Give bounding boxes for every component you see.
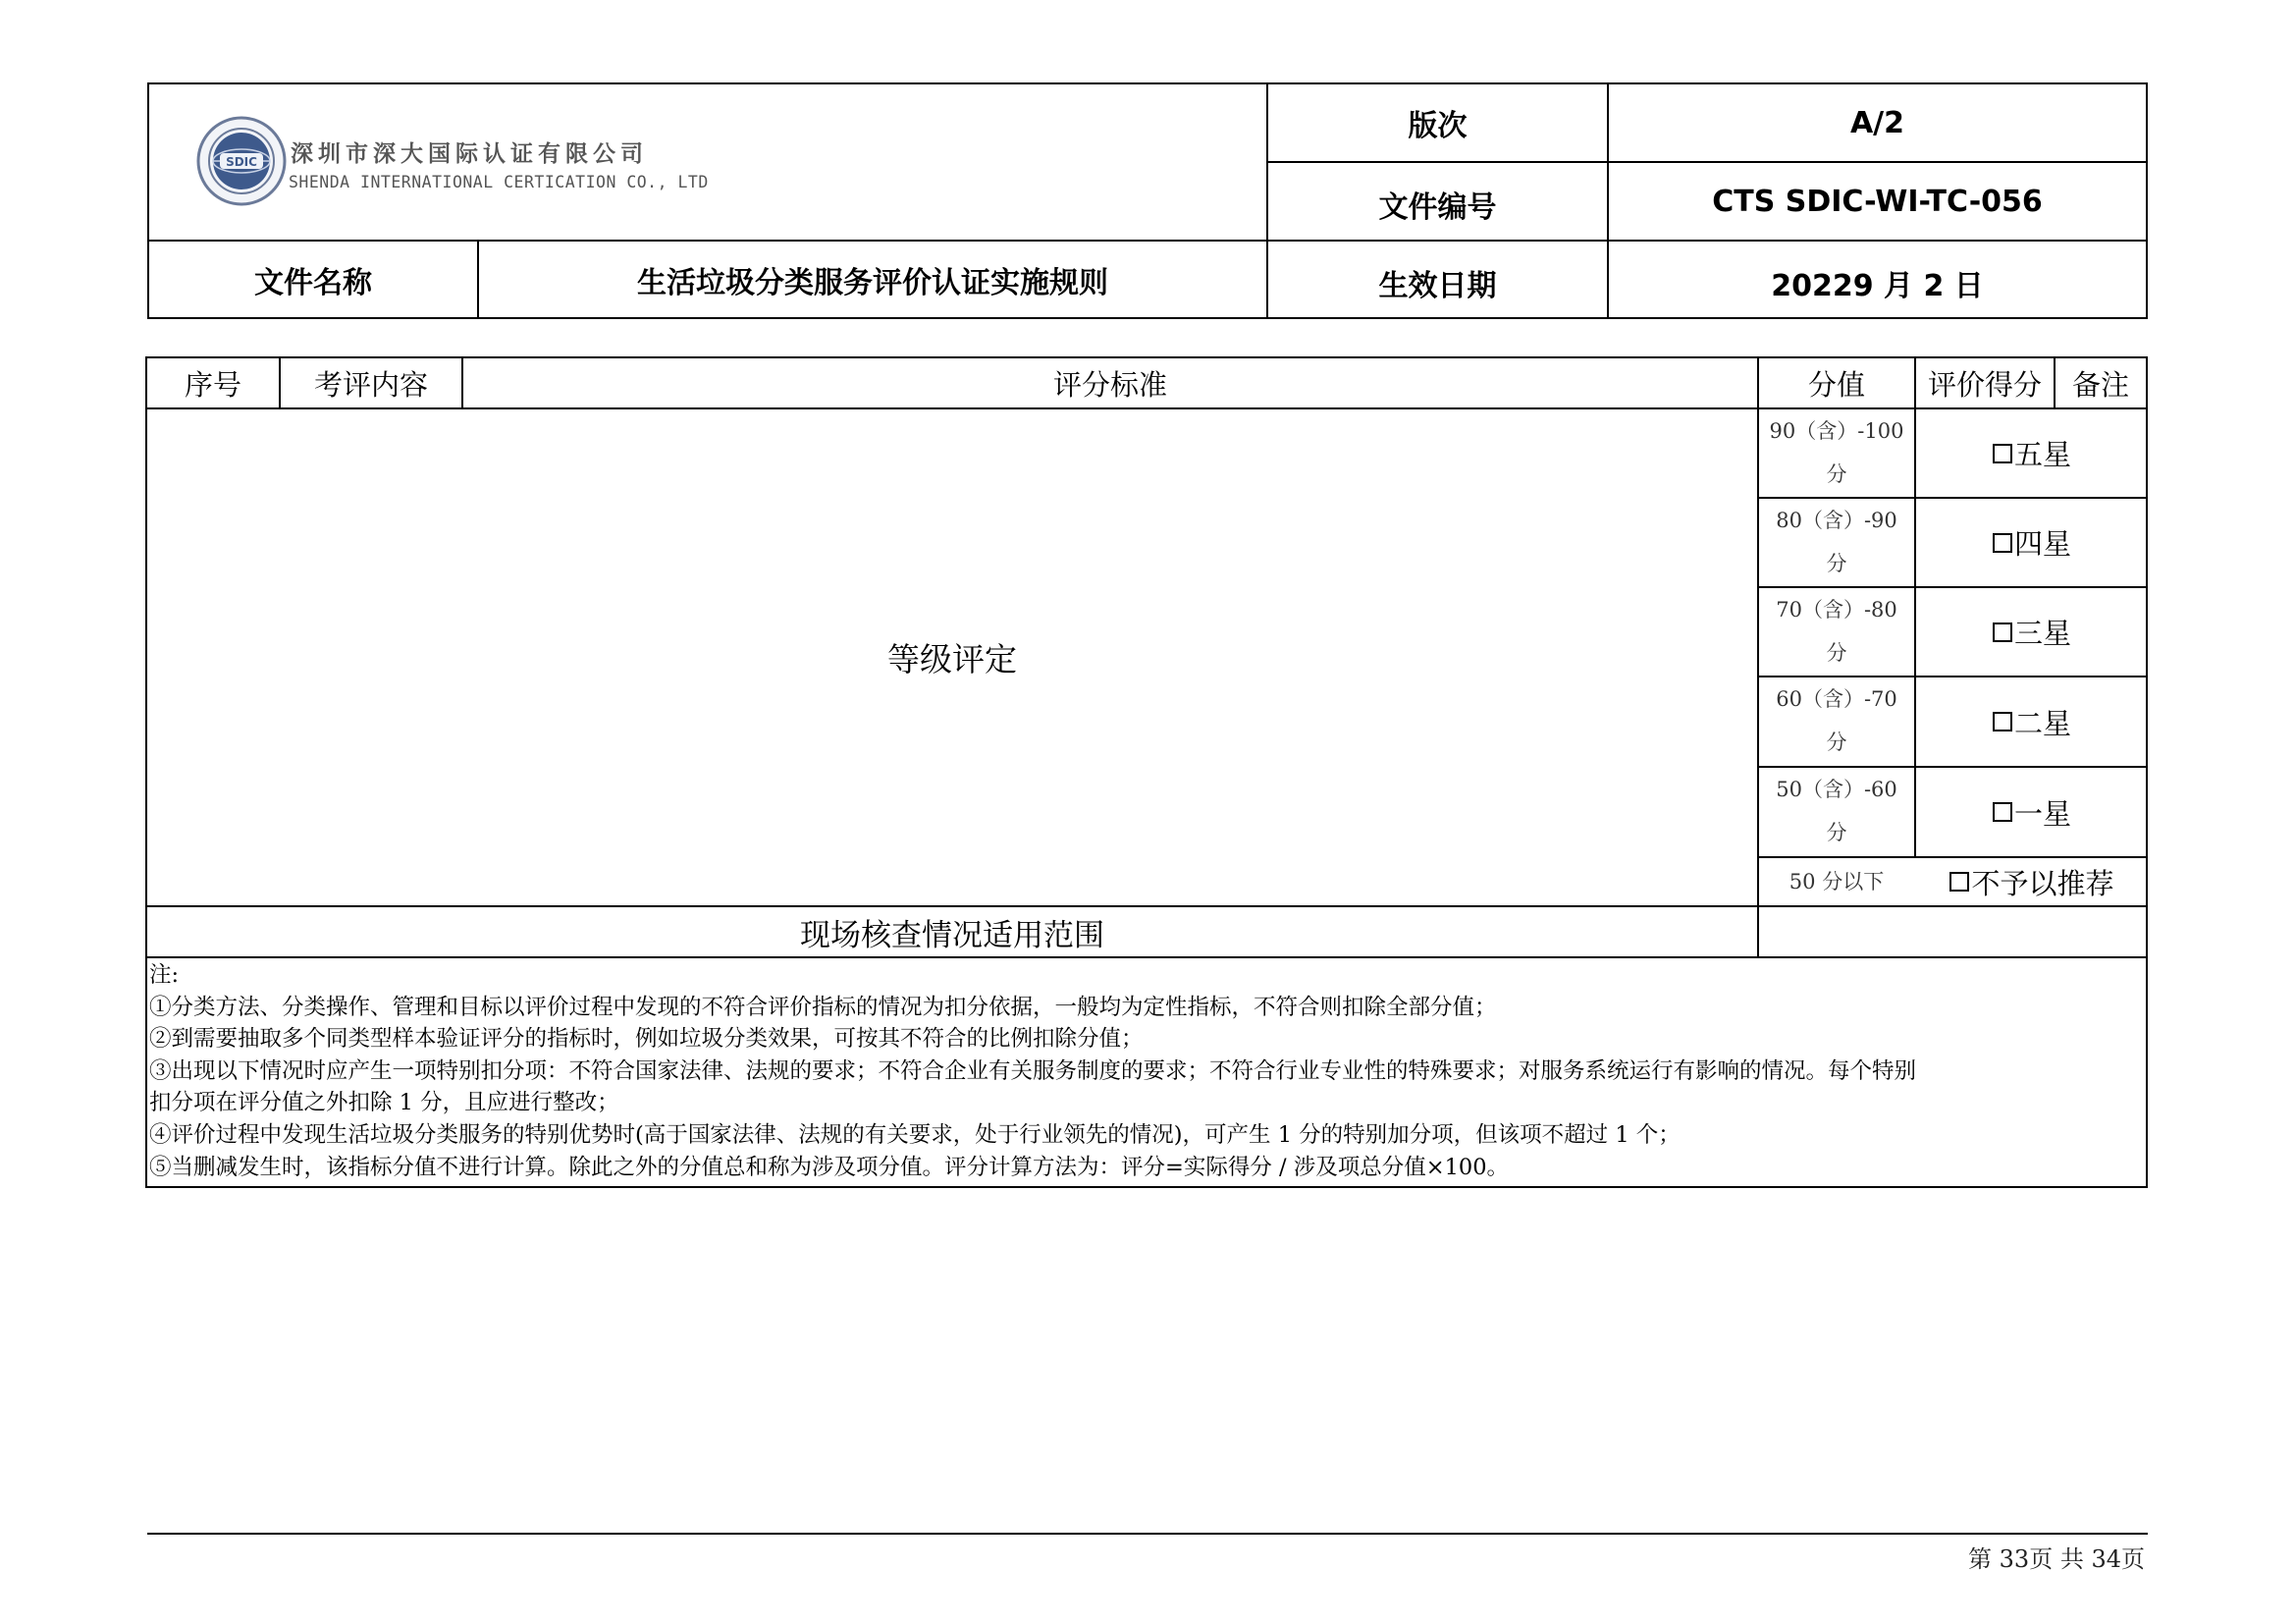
note-line: 扣分项在评分值之外扣除 1 分，且应进行整改； [149, 1090, 619, 1116]
star-rating-label: 三星 [2013, 617, 2071, 650]
score-range-text: 60（含）-70 [1776, 687, 1897, 711]
grade-assessment-label: 等级评定 [887, 640, 1017, 678]
effective-date-value: 20229 月 2 日 [1771, 268, 1984, 303]
checkbox-icon[interactable] [1993, 533, 2012, 553]
footer-rule [147, 1533, 2148, 1535]
checkbox-icon[interactable] [1993, 623, 2012, 642]
score-range-text: 50（含）-60 [1776, 778, 1897, 801]
version-value: A/2 [1849, 105, 1905, 140]
score-range-unit: 分 [1826, 462, 1847, 486]
score-range [1759, 409, 1914, 496]
score-range-text: 80（含）-90 [1776, 509, 1897, 532]
star-rating-option[interactable] [1916, 588, 2148, 676]
column-header-rating: 评价得分 [1927, 367, 2042, 402]
company-seal-icon [196, 116, 287, 206]
version-label: 版次 [1408, 109, 1468, 143]
document-number-value: CTS SDIC-WI-TC-056 [1712, 184, 2043, 219]
score-range-unit: 分 [1826, 552, 1847, 575]
company-logo [196, 116, 746, 214]
star-rating-option[interactable] [1916, 858, 2148, 905]
score-range-unit: 分 [1826, 641, 1847, 665]
column-header-content: 考评内容 [313, 367, 428, 402]
star-rating-option[interactable] [1916, 409, 2148, 497]
star-rating-option[interactable] [1916, 499, 2148, 586]
logo-text: SDIC [226, 155, 257, 169]
column-header-score: 分值 [1807, 367, 1865, 402]
effective-date-label: 生效日期 [1378, 268, 1497, 303]
note-line: ①分类方法、分类操作、管理和目标以评价过程中发现的不符合评价指标的情况为扣分依据，一般均为定性指标，不符合则扣除全部分值； [149, 994, 1497, 1020]
star-rating-label: 五星 [2013, 438, 2071, 471]
notes-title: 注: [149, 962, 180, 988]
checkbox-icon[interactable] [1993, 712, 2012, 731]
document-header-table [147, 82, 2148, 319]
checkbox-icon[interactable] [1993, 444, 2012, 463]
column-header-no: 序号 [184, 367, 241, 402]
page-number: 第 33页 共 34页 [1968, 1545, 2145, 1573]
score-range [1759, 768, 1914, 854]
onsite-verification-scope-label: 现场核查情况适用范围 [800, 917, 1104, 953]
document-number-label: 文件编号 [1378, 190, 1497, 225]
score-range [1759, 677, 1914, 764]
notes-section [149, 959, 2144, 1183]
note-line: ④评价过程中发现生活垃圾分类服务的特别优势时(高于国家法律、法规的有关要求，处于行业领先的情况)，可产生 1 分的特别加分项，但该项不超过 1 个； [149, 1121, 1681, 1148]
score-range-text: 70（含）-80 [1776, 598, 1897, 622]
star-rating-label: 四星 [2013, 527, 2071, 561]
column-header-remark: 备注 [2071, 367, 2129, 402]
star-rating-label: 一星 [2013, 796, 2071, 831]
note-line: ②到需要抽取多个同类型样本验证评分的指标时，例如垃圾分类效果，可按其不符合的比例扣除分值； [149, 1026, 1144, 1053]
score-range-text: 50 分以下 [1789, 870, 1885, 893]
checkbox-icon[interactable] [1949, 872, 1969, 892]
document-name-value: 生活垃圾分类服务评价认证实施规则 [637, 265, 1108, 300]
checkbox-icon[interactable] [1993, 802, 2012, 822]
scoring-table [145, 356, 2148, 1188]
table-divider [147, 956, 2146, 958]
score-range-text: 90（含）-100 [1769, 419, 1904, 443]
score-range [1759, 588, 1914, 675]
star-rating-option[interactable] [1916, 768, 2148, 856]
score-range [1759, 499, 1914, 585]
score-range-unit: 分 [1826, 731, 1847, 754]
table-divider [1757, 907, 1759, 956]
star-rating-label: 二星 [2013, 706, 2071, 740]
company-name-en: SHENDA INTERNATIONAL CERTICATION CO., LTD [289, 173, 709, 191]
note-line: ⑤当删减发生时，该指标分值不进行计算。除此之外的分值总和称为涉及项分值。评分计算方法为：评分=实际得分 / 涉及项总分值×100。 [149, 1154, 1510, 1180]
document-name-label: 文件名称 [254, 265, 372, 300]
note-line: ③出现以下情况时应产生一项特别扣分项：不符合国家法律、法规的要求；不符合企业有关服务制度的要求；不符合行业专业性的特殊要求；对服务系统运行有影响的情况。每个特别 [149, 1057, 1917, 1084]
company-name-cn: 深圳市深大国际认证有限公司 [291, 141, 648, 167]
score-range-unit: 分 [1826, 821, 1847, 844]
star-rating-label: 不予以推荐 [1971, 866, 2114, 900]
star-rating-option[interactable] [1916, 677, 2148, 766]
column-header-criteria: 评分标准 [1052, 367, 1167, 402]
score-range [1759, 858, 1914, 905]
